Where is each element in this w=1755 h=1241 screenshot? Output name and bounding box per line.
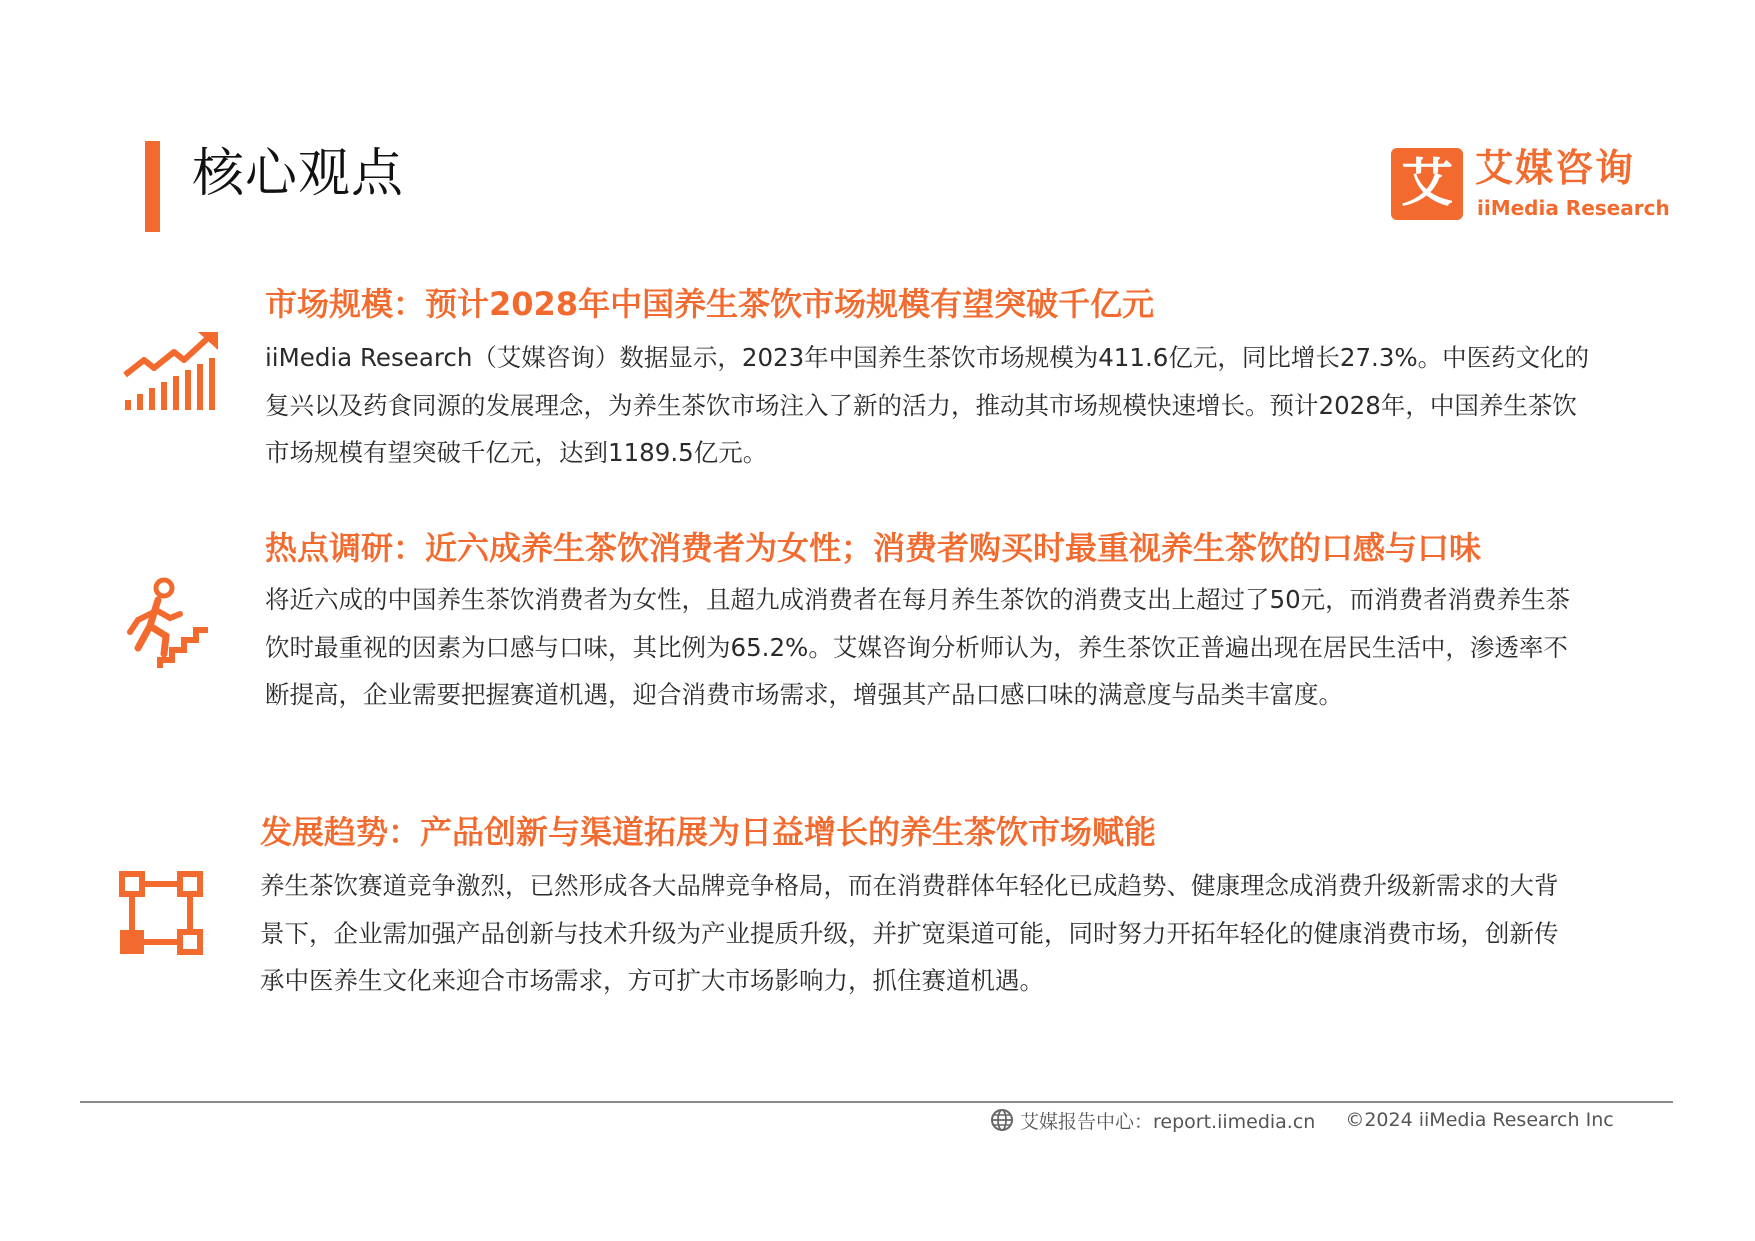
logo-subtitle: iiMedia Research	[1477, 196, 1670, 220]
section-market-size	[265, 282, 1595, 472]
section-body: iiMedia Research（艾媒咨询）数据显示，2023年中国养生茶饮市场规模为411.6亿元，同比增长27.3%。中医药文化的复兴以及药食同源的发展理念，为养生茶饮市场注入了新的活力，推动其市场规模快速增长。预计2028年，中国养生茶饮市场规模有望突破千亿元，达到1189.5亿元。	[265, 343, 1590, 467]
footer-report-center-link[interactable]: 艾媒报告中心：report.iimedia.cn	[1020, 1110, 1316, 1133]
footer-copyright: ©2024 iiMedia Research Inc	[1345, 1109, 1614, 1131]
footer	[990, 1104, 1650, 1136]
connected-nodes-square-icon	[118, 870, 204, 956]
title-accent-bar	[145, 141, 160, 232]
section-title: 市场规模：预计2028年中国养生茶饮市场规模有望突破千亿元	[265, 285, 1155, 323]
person-climbing-stairs-icon	[124, 576, 210, 670]
section-development-trend	[260, 810, 1590, 1000]
section-body: 养生茶饮赛道竞争激烈，已然形成各大品牌竞争格局，而在消费群体年轻化已成趋势、健康理念成消费升级新需求的大背景下，企业需加强产品创新与技术升级为产业提质升级，并扩宽渠道可能，同时努力开拓年轻化的健康消费市场，创新传承中医养生文化来迎合市场需求，方可扩大市场影响力，抓住赛道机遇。	[260, 871, 1559, 995]
footer-divider	[80, 1101, 1673, 1103]
section-title: 热点调研：近六成养生茶饮消费者为女性；消费者购买时最重视养生茶饮的口感与口味	[265, 529, 1482, 567]
rising-bar-chart-icon	[122, 330, 222, 412]
section-title: 发展趋势：产品创新与渠道拓展为日益增长的养生茶饮市场赋能	[260, 813, 1157, 851]
globe-icon	[990, 1108, 1014, 1132]
brand-logo	[1391, 146, 1670, 224]
page-title: 核心观点	[192, 144, 405, 204]
logo-mark: 艾	[1391, 148, 1463, 220]
logo-name: 艾媒咨询	[1475, 146, 1636, 190]
section-hot-research	[265, 526, 1595, 766]
section-body: 将近六成的中国养生茶饮消费者为女性，且超九成消费者在每月养生茶饮的消费支出上超过了50元，而消费者消费养生茶饮时最重视的因素为口感与口味，其比例为65.2%。艾媒咨询分析师认为，养生茶饮正普遍出现在居民生活中，渗透率不断提高，企业需要把握赛道机遇，迎合消费市场需求，增强其产品口感口味的满意度与品类丰富度。	[265, 585, 1571, 709]
